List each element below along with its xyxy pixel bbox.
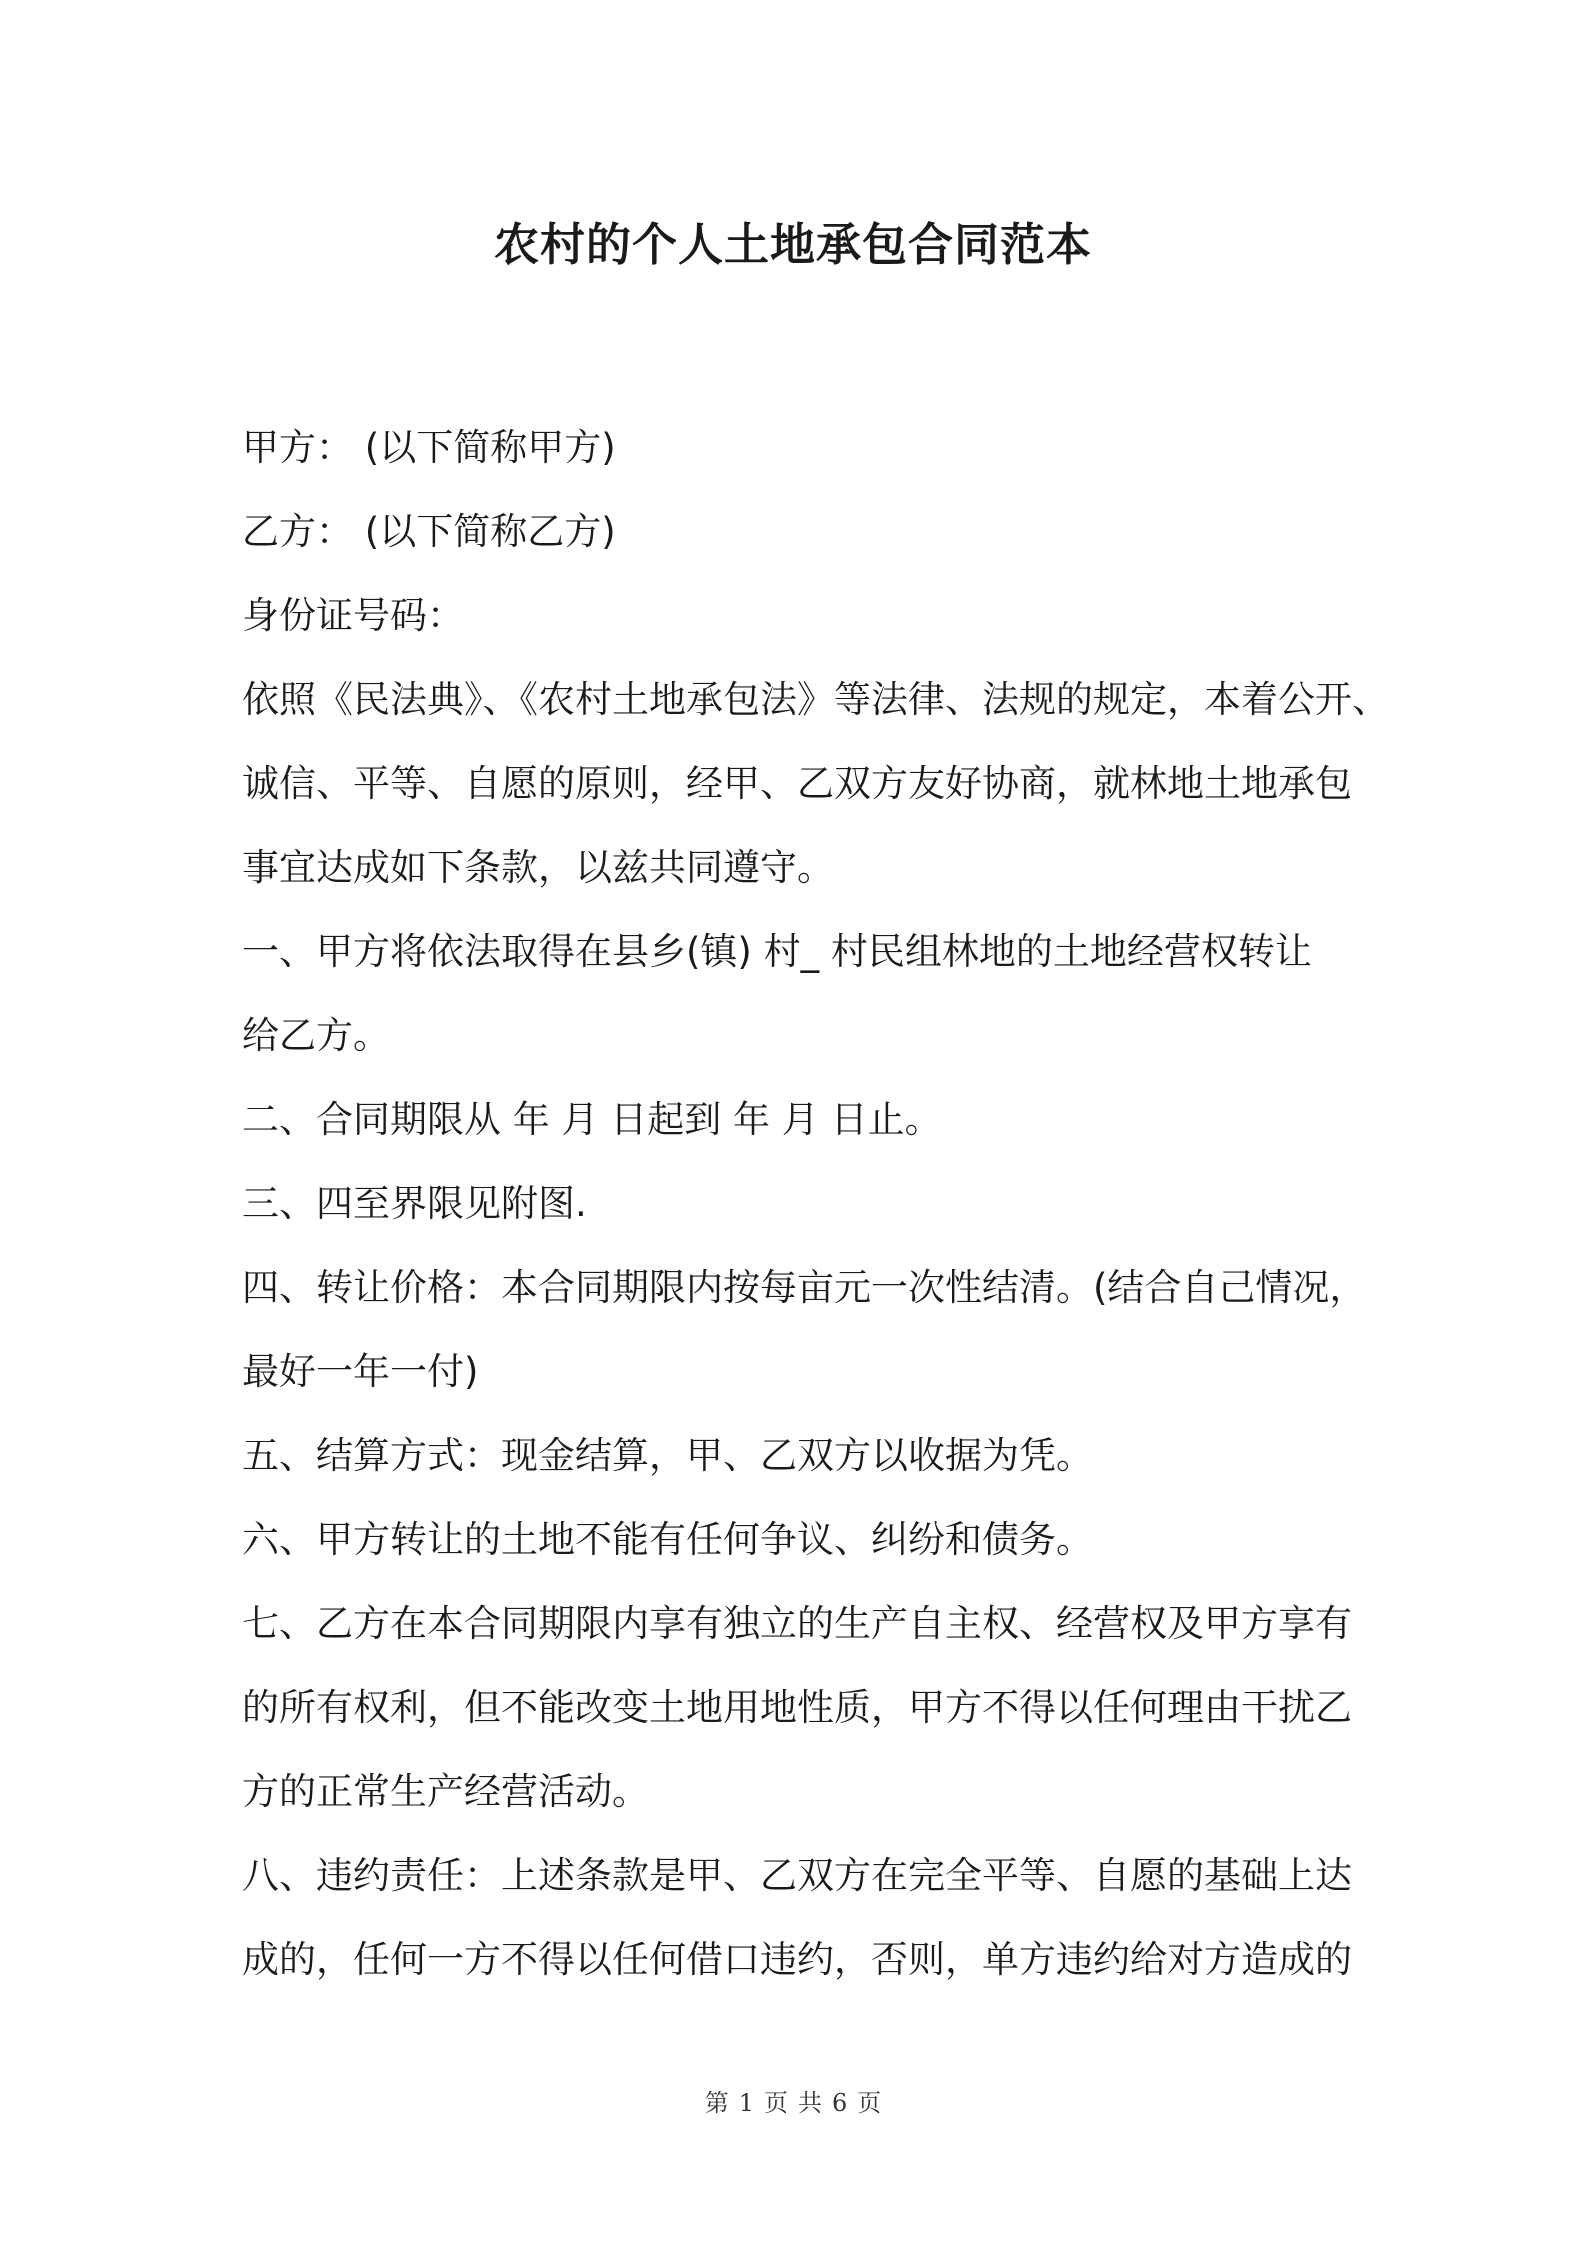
text-line: 甲方： (以下简称甲方) [242, 426, 616, 469]
text-line: 八、违约责任：上述条款是甲、乙双方在完全平等、自愿的基础上达 [242, 1854, 1352, 1897]
page-footer [0, 2088, 1586, 2118]
total-unit: 页 [857, 2089, 882, 2117]
text-line: 给乙方。 [242, 1014, 390, 1057]
text-line: 一、甲方将依法取得在县乡(镇) 村_ 村民组林地的土地经营权转让 [242, 930, 1312, 973]
text-line: 的所有权利，但不能改变土地用地性质，甲方不得以任何理由干扰乙 [242, 1686, 1352, 1729]
text-line: 事宜达成如下条款，以兹共同遵守。 [242, 846, 834, 889]
text-line: 五、结算方式：现金结算，甲、乙双方以收据为凭。 [242, 1434, 1093, 1477]
text-line: 四、转让价格：本合同期限内按每亩元一次性结清。(结合自己情况， [242, 1266, 1367, 1309]
document-title: 农村的个人土地承包合同范本 [493, 218, 1092, 271]
text-line: 七、乙方在本合同期限内享有独立的生产自主权、经营权及甲方享有 [242, 1602, 1352, 1645]
text-line: 六、甲方转让的土地不能有任何争议、纠纷和债务。 [242, 1518, 1093, 1561]
page-prefix: 第 [704, 2089, 729, 2117]
text-line: 身份证号码： [242, 594, 464, 637]
total-pages: 6 [832, 2089, 848, 2117]
page-unit: 页 [764, 2089, 788, 2117]
text-line: 最好一年一付) [242, 1350, 479, 1393]
total-prefix: 共 [798, 2089, 822, 2117]
text-line: 乙方： (以下简称乙方) [242, 510, 616, 553]
text-line: 依照《民法典》、《农村土地承包法》等法律、法规的规定，本着公开、 [242, 678, 1389, 721]
text-line: 方的正常生产经营活动。 [242, 1770, 649, 1813]
page-number: 1 [738, 2089, 754, 2117]
text-line: 二、合同期限从 年 月 日起到 年 月 日止。 [242, 1098, 942, 1141]
text-line: 诚信、平等、自愿的原则，经甲、乙双方友好协商，就林地土地承包 [242, 762, 1352, 805]
text-line: 成的，任何一方不得以任何借口违约，否则，单方违约给对方造成的 [242, 1938, 1352, 1981]
document-body [242, 406, 1389, 2002]
text-line: 三、四至界限见附图. [242, 1182, 587, 1225]
